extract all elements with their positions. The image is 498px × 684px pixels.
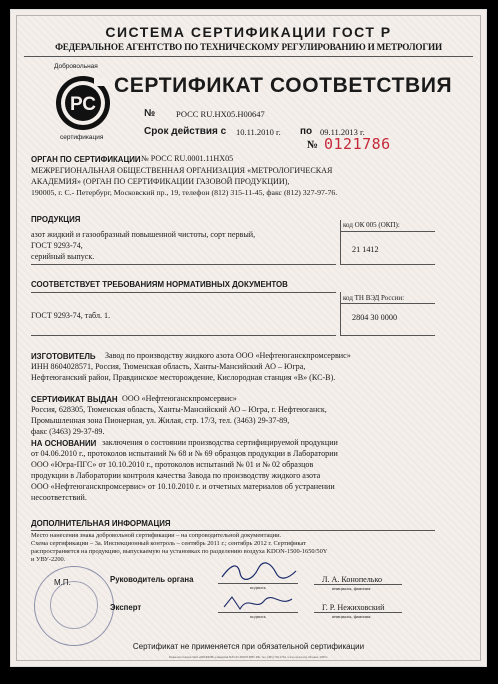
manufacturer-line: ИНН 8604028571, Россия, Тюменская область, Ханты-Мансийский АО – Югра, bbox=[31, 362, 306, 371]
organ-heading: ОРГАН ПО СЕРТИФИКАЦИИ bbox=[31, 155, 141, 164]
head-signature-label: Руководитель органа bbox=[110, 575, 194, 584]
expert-signature-line bbox=[218, 612, 298, 613]
issued-line: Промышленная зона Пионерная, ул. Жилая, стр. 17/3, тел. (3463) 29-37-89, bbox=[31, 416, 290, 425]
organ-line: 190005, г. С.- Петербург, Московский пр., 19, телефон (812) 315-11-45, факс (812) 327-97-76. bbox=[31, 188, 338, 197]
cert-number-label: № bbox=[144, 108, 156, 119]
conformity-code-value: 2804 30 0000 bbox=[352, 313, 398, 322]
logo-caption-top: Добровольная bbox=[54, 63, 98, 70]
product-line: азот жидкий и газообразный повышенной чистоты, сорт первый, bbox=[31, 230, 256, 239]
conformity-code-label: код ТН ВЭД России: bbox=[343, 294, 405, 302]
product-line: серийный выпуск. bbox=[31, 252, 95, 261]
system-title: СИСТЕМА СЕРТИФИКАЦИИ ГОСТ Р bbox=[105, 24, 392, 40]
conformity-doc: ГОСТ 9293-74, табл. 1. bbox=[31, 311, 111, 320]
product-line: ГОСТ 9293-74, bbox=[31, 241, 83, 250]
logo-caption-bottom: сертификация bbox=[60, 134, 104, 141]
svg-text:РС: РС bbox=[70, 94, 96, 115]
valid-label: Срок действия с bbox=[144, 126, 227, 137]
organ-number: № РОСС RU.0001.11НХ05 bbox=[141, 154, 234, 163]
additional-line: и УВУ-2200. bbox=[31, 556, 66, 563]
basis-line: продукции в Лаборатории контроля качества Завода по производству жидкого азота bbox=[31, 471, 321, 480]
additional-line: распространяется на продукцию, выпускаемую на установках по разделению воздуха KDON-1500-1650/50Y bbox=[31, 548, 328, 555]
product-code-rule bbox=[340, 231, 435, 232]
cert-number: РОСС RU.НХ05.Н00647 bbox=[176, 109, 265, 119]
basis-line: заключения о состоянии производства сертифицируемой продукции bbox=[102, 438, 338, 447]
agency-title: ФЕДЕРАЛЬНОЕ АГЕНТСТВО ПО ТЕХНИЧЕСКОМУ РЕГУЛИРОВАНИЮ И МЕТРОЛОГИИ bbox=[55, 42, 442, 52]
footnote: Сертификат не применяется при обязательной сертификации bbox=[132, 642, 365, 651]
stamp-place-label: М.П. bbox=[54, 578, 71, 587]
conformity-code-divider bbox=[340, 292, 341, 335]
head-signature-line bbox=[218, 583, 298, 584]
serial-number: 0121786 bbox=[324, 135, 391, 153]
additional-heading: ДОПОЛНИТЕЛЬНАЯ ИНФОРМАЦИЯ bbox=[31, 519, 171, 528]
additional-rule bbox=[31, 530, 435, 531]
expert-signature-caption: подпись bbox=[250, 614, 266, 619]
basis-heading: НА ОСНОВАНИИ bbox=[31, 439, 97, 448]
product-code-rule-bottom bbox=[340, 264, 435, 265]
valid-from: 10.11.2010 г. bbox=[236, 127, 281, 137]
official-stamp-center bbox=[50, 581, 98, 629]
head-name-line bbox=[314, 584, 402, 585]
certificate-title: СЕРТИФИКАТ СООТВЕТСТВИЯ bbox=[114, 74, 453, 97]
valid-to-label: по bbox=[300, 126, 313, 137]
expert-name-caption: инициалы, фамилия bbox=[332, 614, 371, 619]
conformity-rule bbox=[31, 292, 336, 293]
basis-line: ООО «Югра-ПГС» от 10.10.2010 г., протоколов испытаний № 01 и № 02 образцов bbox=[31, 460, 314, 469]
product-code-divider bbox=[340, 220, 341, 264]
product-code-value: 21 1412 bbox=[352, 245, 379, 254]
expert-signature-scribble bbox=[218, 593, 298, 613]
conformity-code-rule-bottom bbox=[340, 335, 435, 336]
organ-line: АКАДЕМИЯ» (ОРГАН ПО СЕРТИФИКАЦИИ ГАЗОВОЙ ПРОДУКЦИИ), bbox=[31, 177, 290, 186]
head-name-caption: инициалы, фамилия bbox=[332, 586, 371, 591]
basis-line: от 04.06.2010 г., протоколов испытаний № 68 и № 69 образцов продукции в Лаборатории bbox=[31, 449, 338, 458]
basis-line: ООО «Нефтеюганскпромсервис» от 10.10.2010 г. и отчетных материалов об устранении bbox=[31, 482, 335, 491]
product-heading: ПРОДУКЦИЯ bbox=[31, 215, 81, 224]
expert-name: Г. Р. Нежиховский bbox=[322, 603, 385, 612]
conformity-underline bbox=[31, 335, 336, 336]
header-divider bbox=[24, 56, 473, 57]
issued-line: Россия, 628305, Тюменская область, Ханты-Мансийский АО – Югра, г. Нефтеюганск, bbox=[31, 405, 327, 414]
serial-label: № bbox=[307, 139, 319, 151]
issued-heading: СЕРТИФИКАТ ВЫДАН bbox=[31, 395, 118, 404]
product-code-label: код ОК 005 (ОКП): bbox=[343, 221, 400, 229]
organ-line: МЕЖРЕГИОНАЛЬНАЯ ОБЩЕСТВЕННАЯ ОРГАНИЗАЦИЯ «МЕТРОЛОГИЧЕСКАЯ bbox=[31, 166, 333, 175]
certificate-page bbox=[10, 9, 487, 667]
head-signature-scribble bbox=[218, 561, 298, 583]
additional-line: Схема сертификации – 3а. Инспекционный контроль – сентябрь 2011 г.; сентябрь 2012 г. Сертификат bbox=[31, 540, 306, 547]
valid-to: 09.11.2013 г. bbox=[320, 127, 365, 137]
additional-line: Место нанесения знака добровольной сертификации – на сопроводительной документации. bbox=[31, 532, 282, 539]
issued-line: факс (3463) 29-37-89. bbox=[31, 427, 105, 436]
manufacturer-line: Нефтеюганский район, Правдинское месторождение, Кислородная станция «В» (КС-В). bbox=[31, 373, 336, 382]
printer-line: Бланк изготовлен ЗАО «ОПЦИОН» (лицензия №05-05-09/003 ФНС РФ, тел. (495) 726-4742, www.opcion.ru). Москва, 2009 г. bbox=[169, 655, 328, 659]
expert-name-line bbox=[314, 612, 402, 613]
conformity-code-rule bbox=[340, 303, 435, 304]
head-signature-caption: подпись bbox=[250, 585, 266, 590]
manufacturer-heading: ИЗГОТОВИТЕЛЬ bbox=[31, 352, 96, 361]
conformity-heading: СООТВЕТСТВУЕТ ТРЕБОВАНИЯМ НОРМАТИВНЫХ ДОКУМЕНТОВ bbox=[31, 280, 288, 289]
basis-line: несоответствий. bbox=[31, 493, 87, 502]
product-underline bbox=[31, 264, 336, 265]
gost-r-logo-icon bbox=[54, 73, 112, 133]
head-name: Л. А. Конопелько bbox=[322, 575, 383, 584]
manufacturer-line: Завод по производству жидкого азота ООО «Нефтеюганскпромсервис» bbox=[105, 351, 351, 360]
issued-line: ООО «Нефтеюганскпромсервис» bbox=[122, 394, 237, 403]
expert-signature-label: Эксперт bbox=[110, 603, 142, 612]
